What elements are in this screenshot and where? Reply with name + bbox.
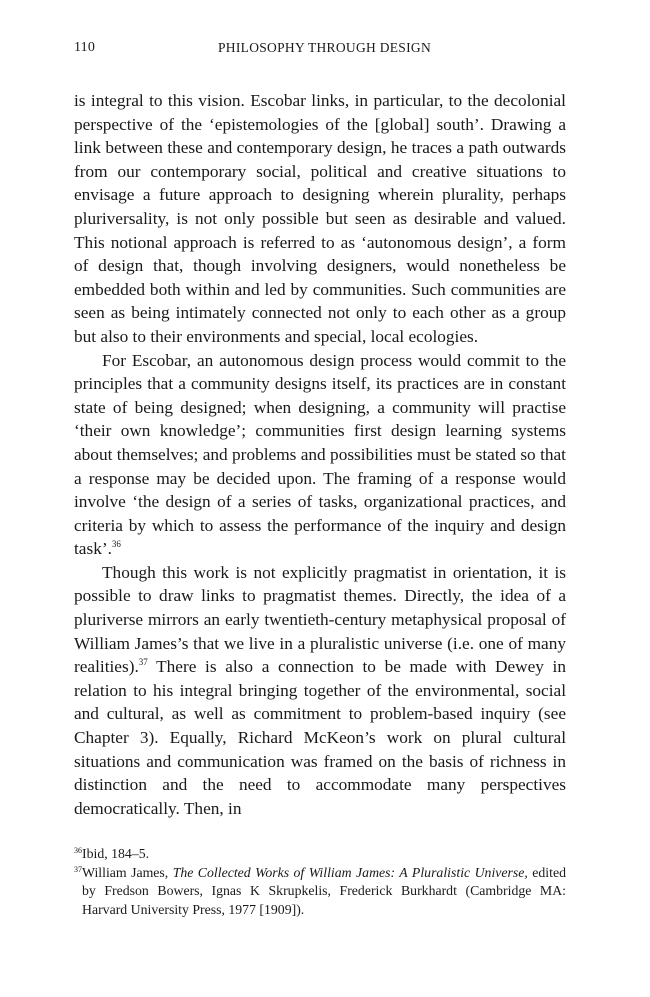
footnote-36-text: Ibid, 184–5.: [82, 846, 150, 861]
paragraph-3-text-a: Though this work is not explicitly pragmatist in orientation, it is possible to draw links to pragmatist themes. Directly, the idea of a pluriverse mirrors an early twentieth-century metaphysical proposal of William James’s that we live in a pluralistic universe (i.e. one of many realities).: [74, 562, 566, 677]
footnote-36: [74, 845, 566, 864]
footnote-ref-37[interactable]: 37: [138, 657, 148, 668]
paragraph-2-text: For Escobar, an autonomous design process would commit to the principles that a community designs itself, its practices are in constant state of being designed; when designing, a community will practise ‘their own knowledge’; communities first design learning systems about themselves; and problems and possibilities must be stated so that a response may be decided upon. The framing of a response would involve ‘the design of a series of tasks, organizational practices, and criteria by which to assess the performance of the inquiry and design task’.: [74, 350, 566, 559]
paragraph-2: [74, 349, 566, 561]
running-title: PHILOSOPHY THROUGH DESIGN: [218, 40, 432, 55]
running-head: [74, 40, 566, 60]
footnote-ref-36[interactable]: 36: [111, 539, 121, 550]
page-number: 110: [74, 40, 96, 55]
footnotes: [74, 845, 566, 919]
footnote-37: [74, 864, 566, 920]
footnote-37-pre: William James,: [82, 864, 173, 880]
body-text: [74, 89, 566, 820]
footnote-37-title: The Collected Works of William James: A Pluralistic Universe: [172, 864, 525, 880]
footnote-number-37: 37: [74, 864, 82, 874]
footnote-37-post: , edited by Fredson Bowers, Ignas K Skrupkelis, Frederick Burkhardt (Cambridge MA: Harvard University Press, 1977 [1909]).: [82, 864, 566, 917]
paragraph-1: is integral to this vision. Escobar links, in particular, to the decolonial perspective of the ‘epistemologies of the [global] south’. Drawing a link between these and contemporary design, he traces a path outwards from our contemporary social, political and creative situations to envisage a future approach to designing wherein plurality, perhaps pluriversality, is not only possible but seen as desirable and valued. This notional approach is referred to as ‘autonomous design’, a form of design that, though involving designers, would nonetheless be embedded both within and led by communities. Such communities are seen as being intimately connected not only to each other as a group but also to their environments and special, local ecologies.: [74, 91, 566, 346]
footnote-number-36: 36: [74, 846, 82, 855]
paragraph-3: [74, 561, 566, 821]
paragraph-3-text-b: There is also a connection to be made with Dewey in relation to his integral bringing together of the environmental, social and cultural, as well as commitment to problem-based inquiry (see Chapter 3). Equally, Richard McKeon’s work on plural cultural situations and communication was framed on the basis of richness in distinction and the need to accommodate many perspectives democratically. Then, in: [74, 657, 566, 818]
book-page: [74, 0, 566, 997]
